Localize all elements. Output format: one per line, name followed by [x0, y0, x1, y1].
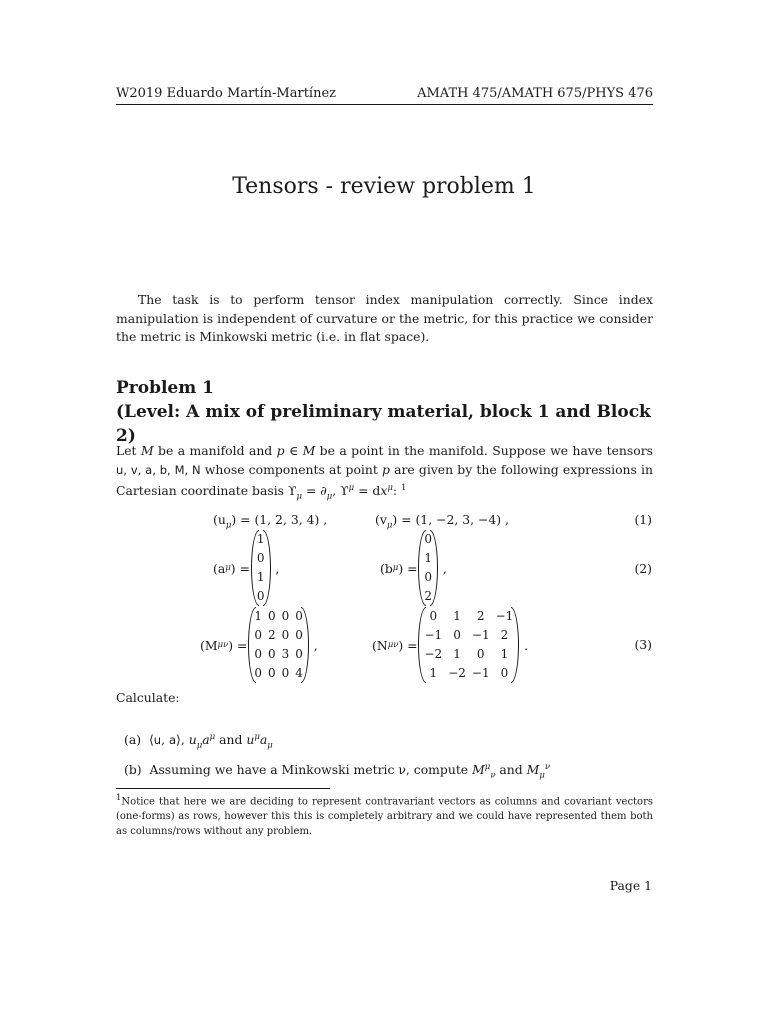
matrix-N-entry: 0	[500, 666, 509, 680]
item-a: (a) ⟨u, a⟩, $u_\mu a^\mu$ and $u^\mu a_\mu$	[124, 732, 273, 751]
equation-number-3: (3)	[634, 637, 652, 652]
matrix-N-entry: 0	[476, 647, 485, 661]
matrix-N-row	[421, 607, 516, 626]
problem-heading-line1: Problem 1	[116, 378, 214, 398]
matrix-M-entry: 0	[295, 609, 303, 623]
page-title: Tensors - review problem 1	[232, 174, 536, 199]
page-number: Page 1	[609, 878, 652, 893]
matrix-N-row	[421, 626, 516, 645]
vector-b	[421, 530, 435, 606]
matrix-M-entry: 3	[281, 647, 290, 661]
matrix-M-entry: 2	[267, 628, 276, 642]
problem-heading	[116, 376, 653, 448]
equation-number-1: (1)	[634, 512, 652, 527]
vector-a-entry: 1	[256, 570, 265, 584]
header-course: AMATH 475/AMATH 675/PHYS 476	[417, 86, 653, 101]
header-author: W2019 Eduardo Martín-Martínez	[116, 86, 337, 101]
footnote-rule	[116, 788, 330, 789]
matrix-M-entry: 0	[254, 666, 262, 680]
matrix-M-entry: 4	[295, 666, 303, 680]
header-rule	[116, 104, 653, 105]
matrix-M-entry: 0	[281, 628, 290, 642]
matrix-M-entry: 0	[267, 647, 276, 661]
matrix-M-entry: 0	[254, 628, 262, 642]
equation-a: (a μ ) = 1 0 1 0 ,	[213, 533, 279, 603]
intro-paragraph: The task is to perform tensor index manipulation correctly. Since index manipulation is independent of curvature or the metric, for this practice we consider the metric is Minkowski metric (i.e. in flat space).	[116, 292, 653, 344]
matrix-N-entry: −2	[448, 666, 466, 680]
vector-b-entry: 0	[424, 532, 433, 546]
calculate-label: Calculate:	[116, 690, 180, 705]
matrix-N-entry: 1	[500, 647, 509, 661]
matrix-M-entry: 0	[295, 647, 303, 661]
matrix-M-entry: 0	[267, 666, 276, 680]
equation-N: (N μν ) = 0 1 2 −1 −1 0 −1 2 −2 1 0 1 1 −2 −1 0 .	[372, 608, 528, 682]
matrix-M	[251, 607, 306, 683]
item-b: (b) Assuming we have a Minkowski metric ν, compute $M^\mu_\nu$ and $M_\mu^\nu$	[124, 762, 551, 781]
matrix-N-entry: 1	[453, 609, 461, 623]
footnote: $^1$Notice that here we are deciding to represent contravariant vectors as columns and covariant vectors (one-forms) as rows, however this this is completely arbitrary and we could have represented them both as columns/rows without any problem.	[116, 793, 653, 837]
problem-statement: Let M be a manifold and p ∈ M be a point in the manifold. Suppose we have tensors u, v, a, b, M, N whose components at point p are given by the following expressions in Cartesian coordinate basis $ϒ_\mu = \partial_\mu$, $ϒ^\mu = dx^\mu$: $^1$	[116, 443, 654, 502]
matrix-N-entry: −1	[471, 666, 490, 680]
vector-a-entry: 1	[256, 532, 265, 546]
problem-heading-line2: (Level: A mix of preliminary material, block 1 and Block 2)	[116, 402, 651, 446]
equation-b: (b μ ) = 0 1 0 2 ,	[380, 533, 447, 603]
matrix-N	[421, 607, 516, 683]
matrix-M-row	[251, 607, 306, 626]
matrix-M-entry: 0	[295, 628, 303, 642]
matrix-N-entry: −1	[495, 609, 514, 623]
equation-u: $(u_\mu) = (1$, 2, 3, 4) ,	[213, 512, 328, 531]
matrix-M-entry: 0	[281, 666, 290, 680]
matrix-N-entry: 1	[429, 666, 438, 680]
matrix-N-entry: 0	[453, 628, 461, 642]
matrix-N-entry: 1	[453, 647, 461, 661]
equation-M: (M μν ) = 1 0 0 0 0 2 0 0 0 0 3 0 0 0 0 4 ,	[200, 608, 318, 682]
matrix-N-entry: 2	[476, 609, 485, 623]
vector-b-entry: 1	[424, 551, 433, 565]
matrix-M-row	[251, 645, 306, 664]
matrix-N-entry: 2	[500, 628, 509, 642]
matrix-M-entry: 1	[254, 609, 262, 623]
matrix-N-row	[421, 664, 516, 683]
matrix-N-entry: −1	[471, 628, 490, 642]
vector-a	[254, 530, 268, 606]
vector-b-entry: 0	[424, 570, 433, 584]
matrix-M-row	[251, 626, 306, 645]
matrix-N-entry: −1	[424, 628, 443, 642]
matrix-M-row	[251, 664, 306, 683]
matrix-N-entry: 0	[429, 609, 438, 623]
matrix-M-entry: 0	[254, 647, 262, 661]
matrix-N-row	[421, 645, 516, 664]
equation-number-2: (2)	[634, 561, 652, 576]
vector-a-entry: 0	[256, 551, 265, 565]
vector-a-entry: 0	[256, 589, 265, 603]
equation-v: $(v_\mu) = (1$, −2, 3, −4) ,	[375, 512, 509, 531]
matrix-M-entry: 0	[281, 609, 290, 623]
vector-b-entry: 2	[424, 589, 433, 603]
matrix-N-entry: −2	[424, 647, 443, 661]
matrix-M-entry: 0	[267, 609, 276, 623]
